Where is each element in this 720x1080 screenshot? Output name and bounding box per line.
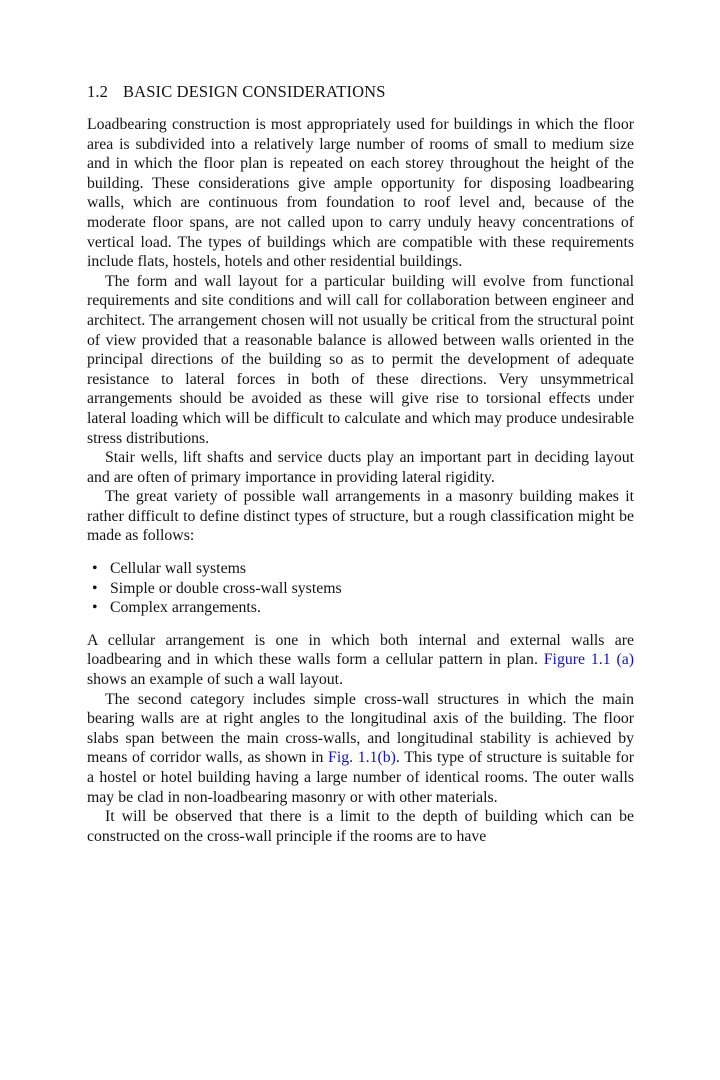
list-item-label: Cellular wall systems	[110, 560, 247, 578]
list-item	[87, 598, 634, 618]
paragraph-5-text-before: A cellular arrangement is one in which both internal and external walls are loadbearing and in which these walls form a cellular pattern in plan.	[87, 631, 634, 669]
paragraph-2: The form and wall layout for a particular building will evolve from functional requirements and site conditions and will call for collaboration between engineer and architect. The arrangement chosen will not usually be critical from the structural point of view provided that a reasonable balance is allowed between walls oriented in the principal directions of the building so as to permit the development of adequate resistance to lateral forces in both of these directions. Very unsymmetrical arrangements should be avoided as these will give rise to torsional effects under lateral loading which will be difficult to calculate and which may produce undesirable stress distributions.	[87, 272, 634, 447]
classification-list	[87, 559, 634, 618]
paragraph-6-text-after: . This type of structure is suitable for a hostel or hotel building having a large number of identical rooms. The outer walls may be clad in non-loadbearing masonry or with other materials.	[87, 749, 634, 806]
section-title: BASIC DESIGN CONSIDERATIONS	[123, 82, 386, 101]
list-item	[87, 559, 634, 579]
paragraph-3: Stair wells, lift shafts and service ducts play an important part in deciding layout and are often of primary importance in providing lateral rigidity.	[87, 449, 634, 486]
figure-1-1-a-link[interactable]: Figure 1.1 (a)	[543, 651, 635, 669]
bullet-icon: •	[92, 599, 98, 617]
paragraph-1: Loadbearing construction is most appropriately used for buildings in which the floor area is subdivided into a relatively large number of rooms of small to medium size and in which the floor plan is repeated on each storey throughout the height of the building. These considerations give ample opportunity for disposing loadbearing walls, which are continuous from foundation to roof level and, because of the moderate floor spans, are not called upon to carry unduly heavy concentrations of vertical load. The types of buildings which are compatible with these requirements include flats, hostels, hotels and other residential buildings.	[87, 116, 634, 271]
paragraph-5-text-after: shows an example of such a wall layout.	[87, 671, 344, 689]
paragraph-5	[87, 631, 634, 690]
figure-1-1-b-link[interactable]: Fig. 1.1(b)	[328, 749, 396, 767]
paragraph-6	[87, 690, 634, 808]
section-number: 1.2	[87, 82, 109, 101]
paragraph-6-text-before: The second category includes simple cross-wall structures in which the main bearing walls are at right angles to the longitudinal axis of the building. The floor slabs span between the main cross-walls, and longitudinal stability is achieved by means of corridor walls, as shown in	[87, 690, 634, 767]
bullet-icon: •	[92, 579, 98, 597]
paragraph-7: It will be observed that there is a limit to the depth of building which can be constructed on the cross-wall principle if the rooms are to have	[87, 808, 634, 845]
page-title	[87, 82, 634, 102]
list-item-label: Simple or double cross-wall systems	[110, 579, 342, 597]
paragraph-4: The great variety of possible wall arrangements in a masonry building makes it rather difficult to define distinct types of structure, but a rough classification might be made as follows:	[87, 488, 634, 545]
bullet-icon: •	[92, 560, 98, 578]
list-item-label: Complex arrangements.	[110, 599, 261, 617]
list-item	[87, 579, 634, 599]
text-column	[87, 82, 634, 846]
